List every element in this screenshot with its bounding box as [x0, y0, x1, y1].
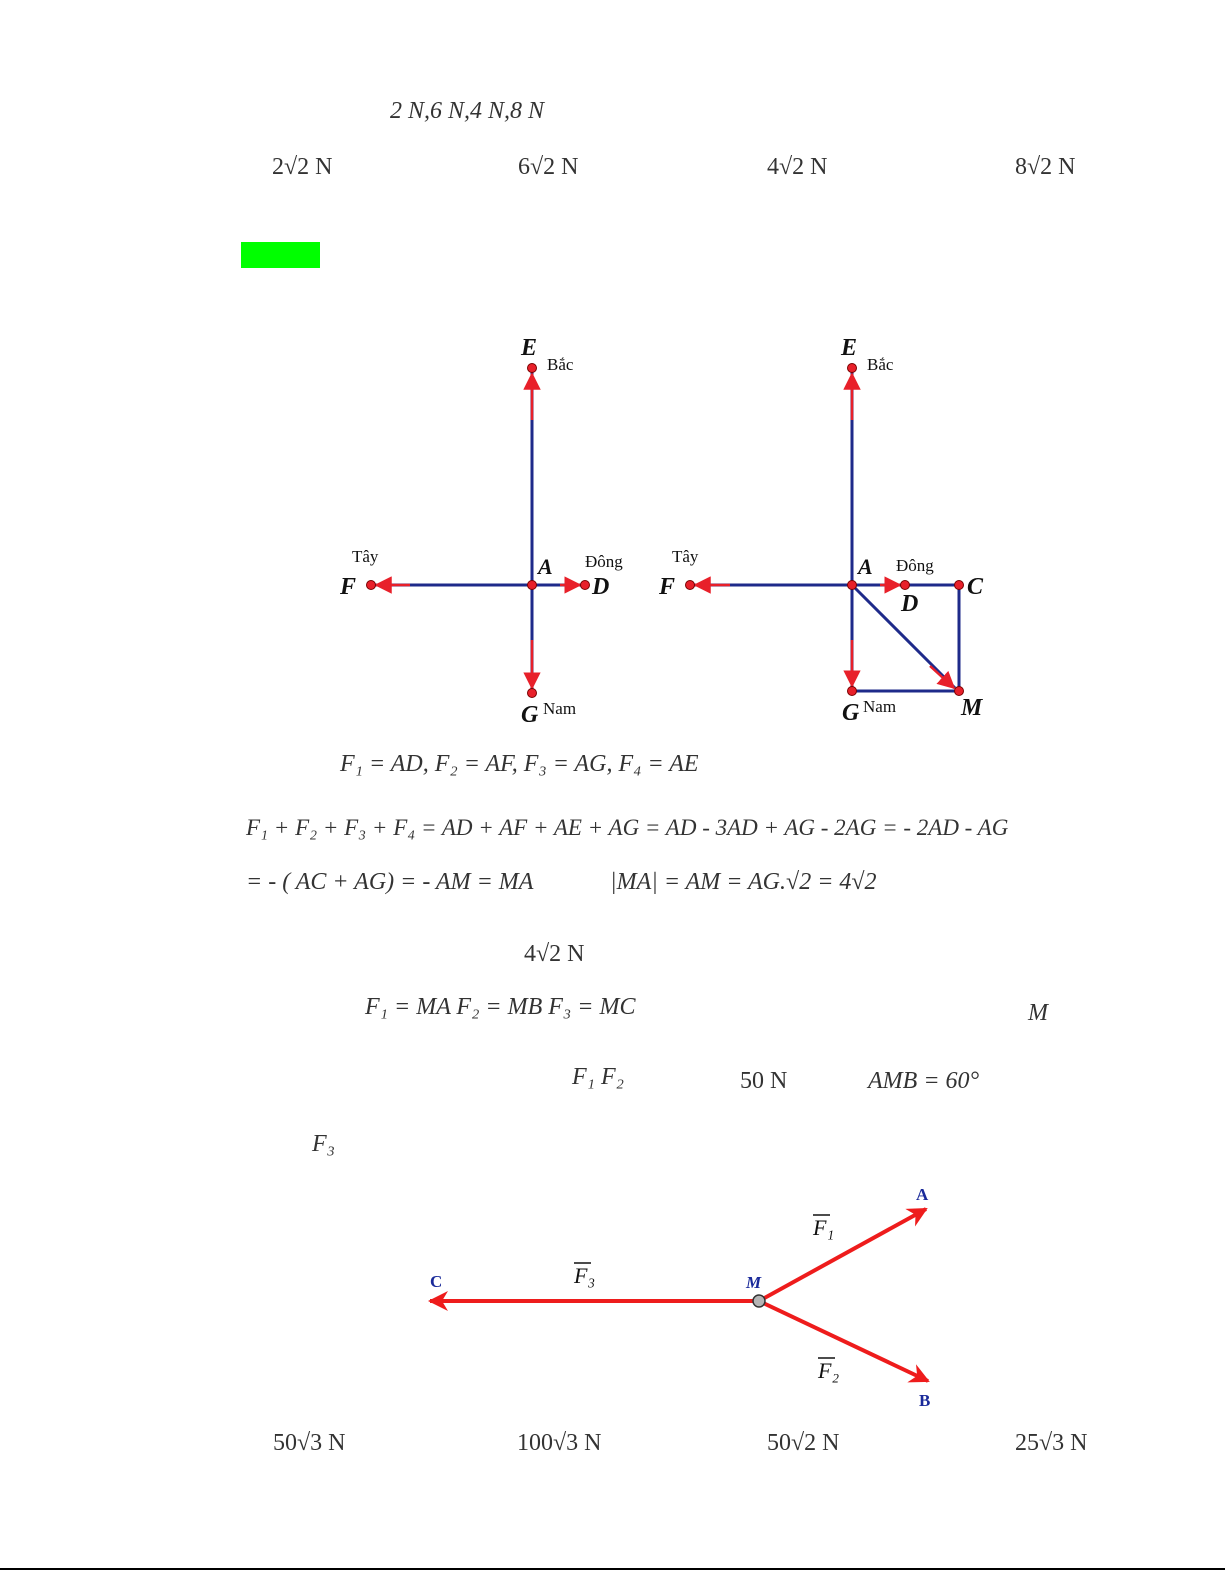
d3-label-F1: F₁ [813, 1215, 835, 1240]
d2-label-south: Nam [863, 697, 897, 716]
q2-magnitude: 50 N [740, 1068, 788, 1094]
d1-label-east: Đông [585, 552, 623, 571]
d1-label-south: Nam [543, 699, 577, 718]
d3-label-F2: F₂ [818, 1358, 840, 1383]
q1-forces: 2 N,6 N,4 N,8 N [390, 98, 545, 124]
d2-label-F: F [659, 574, 676, 600]
d1-label-E: E [521, 335, 538, 361]
solution-line-3a: = - ( AC + AG) = - AM = MA [246, 869, 534, 895]
d2-label-C: C [967, 574, 984, 600]
page-bottom-rule [0, 1568, 1225, 1570]
q2-point-M: M [1028, 1000, 1048, 1026]
d2-label-D: D [901, 591, 919, 617]
q1-option-d: 8√2 N [1015, 154, 1076, 180]
q1-option-a: 2√2 N [272, 154, 333, 180]
d1-label-north: Bắc [547, 355, 574, 374]
solution-answer: 4√2 N [524, 941, 585, 967]
d1-label-west: Tây [352, 547, 379, 566]
q1-option-c: 4√2 N [767, 154, 828, 180]
d2-label-M: M [961, 695, 983, 721]
d1-label-D: D [592, 574, 610, 600]
q2-forces: F₁ F₂ [572, 1064, 625, 1090]
d3-label-B: B [919, 1391, 931, 1410]
q2-option-d: 25√3 N [1015, 1430, 1088, 1456]
q2-angle: AMB = 60° [868, 1068, 980, 1094]
d2-label-G: G [842, 700, 860, 726]
d2-label-E: E [841, 335, 858, 361]
d3-label-M: M [746, 1273, 762, 1292]
solution-line-2: F₁ + F₂ + F₃ + F₄ = AD + AF + AE + AG = AD - 3AD + AG - 2AG = - 2AD - AG [246, 815, 1009, 840]
d3-label-F3: F₃ [574, 1263, 596, 1288]
d2-label-east: Đông [896, 556, 934, 575]
d2-label-A: A [858, 554, 873, 579]
d1-label-A: A [538, 554, 553, 579]
diagram-2-compass [658, 335, 984, 726]
d3-label-C: C [430, 1272, 443, 1291]
q2-option-a: 50√3 N [273, 1430, 346, 1456]
d2-label-north: Bắc [867, 355, 894, 374]
q2-option-c: 50√2 N [767, 1430, 840, 1456]
solution-line-1: F₁ = AD, F₂ = AF, F₃ = AG, F₄ = AE [340, 751, 699, 777]
q2-asked: F₃ [312, 1131, 336, 1157]
d3-label-A: A [916, 1185, 929, 1204]
q2-option-b: 100√3 N [517, 1430, 602, 1456]
d2-label-west: Tây [672, 547, 699, 566]
d1-label-F: F [340, 574, 357, 600]
solution-line-3b: |MA| = AM = AG.√2 = 4√2 [610, 869, 877, 895]
diagram-1-compass [339, 335, 623, 728]
d1-label-G: G [521, 702, 539, 728]
q1-option-b: 6√2 N [518, 154, 579, 180]
diagram-3-forces [430, 1185, 930, 1410]
q2-line-1: F₁ = MA F₂ = MB F₃ = MC [365, 994, 636, 1020]
